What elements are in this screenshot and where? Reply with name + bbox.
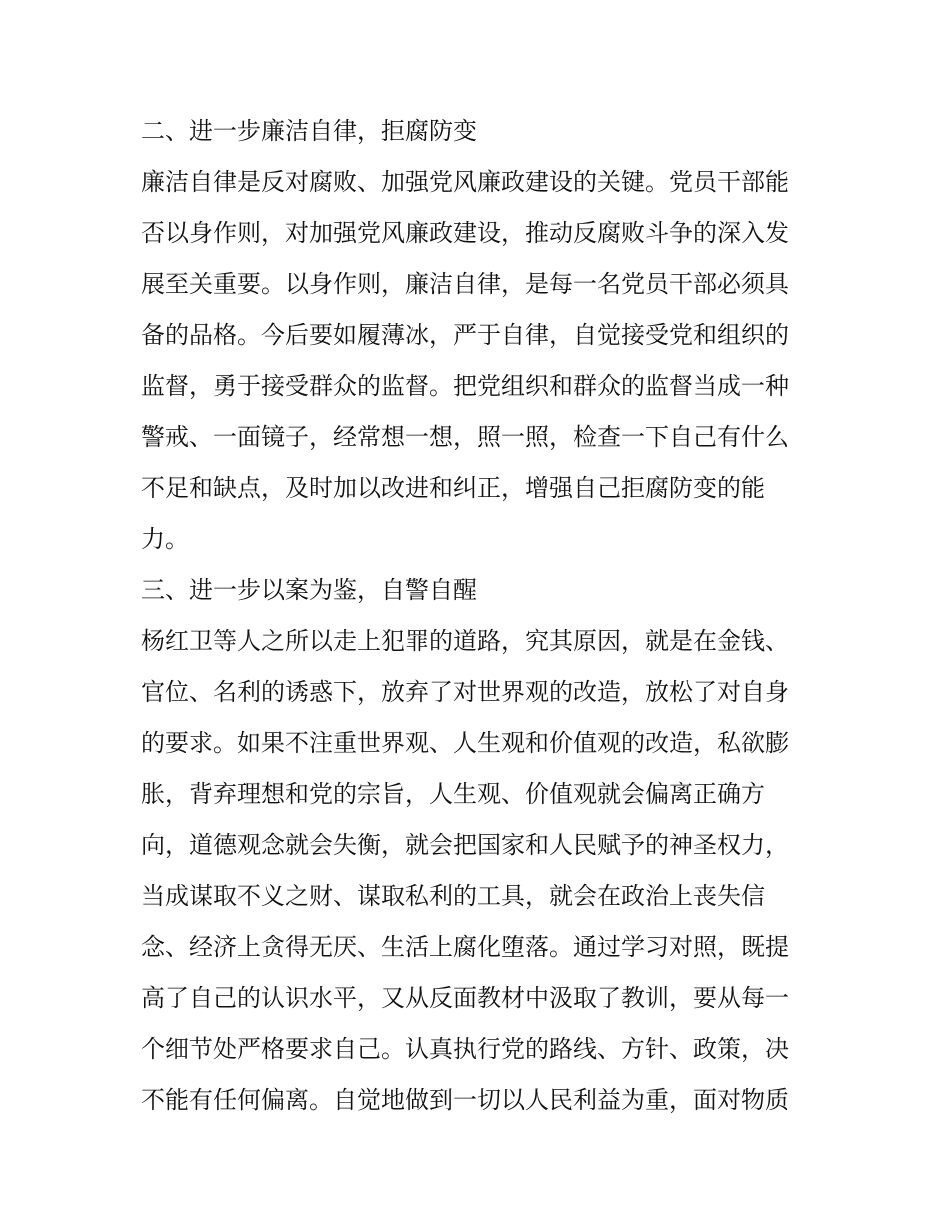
paragraph-line: 不能有任何偏离。自觉地做到一切以人民利益为重，面对物质	[141, 1086, 789, 1114]
paragraph-line: 向，道德观念就会失衡，就会把国家和人民赋予的神圣权力，	[141, 831, 789, 859]
paragraph-line: 高了自己的认识水平，又从反面教材中汲取了教训，要从每一	[141, 984, 789, 1012]
paragraph-line: 监督，勇于接受群众的监督。把党组织和群众的监督当成一种	[141, 372, 789, 400]
paragraph-line: 当成谋取不义之财、谋取私利的工具，就会在政治上丧失信	[141, 882, 765, 910]
paragraph-line: 展至关重要。以身作则，廉洁自律，是每一名党员干部必须具	[141, 270, 789, 298]
paragraph-line: 力。	[141, 525, 189, 553]
paragraph-line: 念、经济上贪得无厌、生活上腐化堕落。通过学习对照，既提	[141, 933, 789, 961]
document-body	[141, 106, 821, 1126]
paragraph-line: 胀，背弃理想和党的宗旨，人生观、价值观就会偏离正确方	[141, 780, 765, 808]
paragraph-line: 警戒、一面镜子，经常想一想，照一照，检查一下自己有什么	[141, 423, 789, 451]
paragraph-line: 不足和缺点，及时加以改进和纠正，增强自己拒腐防变的能	[141, 474, 765, 502]
paragraph-line: 否以身作则，对加强党风廉政建设，推动反腐败斗争的深入发	[141, 219, 789, 247]
paragraph-line: 杨红卫等人之所以走上犯罪的道路，究其原因，就是在金钱、	[141, 627, 789, 655]
section-heading-3: 三、进一步以案为鉴，自警自醒	[141, 576, 477, 604]
paragraph-line: 的要求。如果不注重世界观、人生观和价值观的改造，私欲膨	[141, 729, 789, 757]
paragraph-line: 备的品格。今后要如履薄冰，严于自律，自觉接受党和组织的	[141, 321, 789, 349]
paragraph-line: 个细节处严格要求自己。认真执行党的路线、方针、政策，决	[141, 1035, 789, 1063]
paragraph-line: 廉洁自律是反对腐败、加强党风廉政建设的关键。党员干部能	[141, 168, 789, 196]
paragraph-line: 官位、名利的诱惑下，放弃了对世界观的改造，放松了对自身	[141, 678, 789, 706]
section-heading-2: 二、进一步廉洁自律，拒腐防变	[141, 117, 477, 145]
